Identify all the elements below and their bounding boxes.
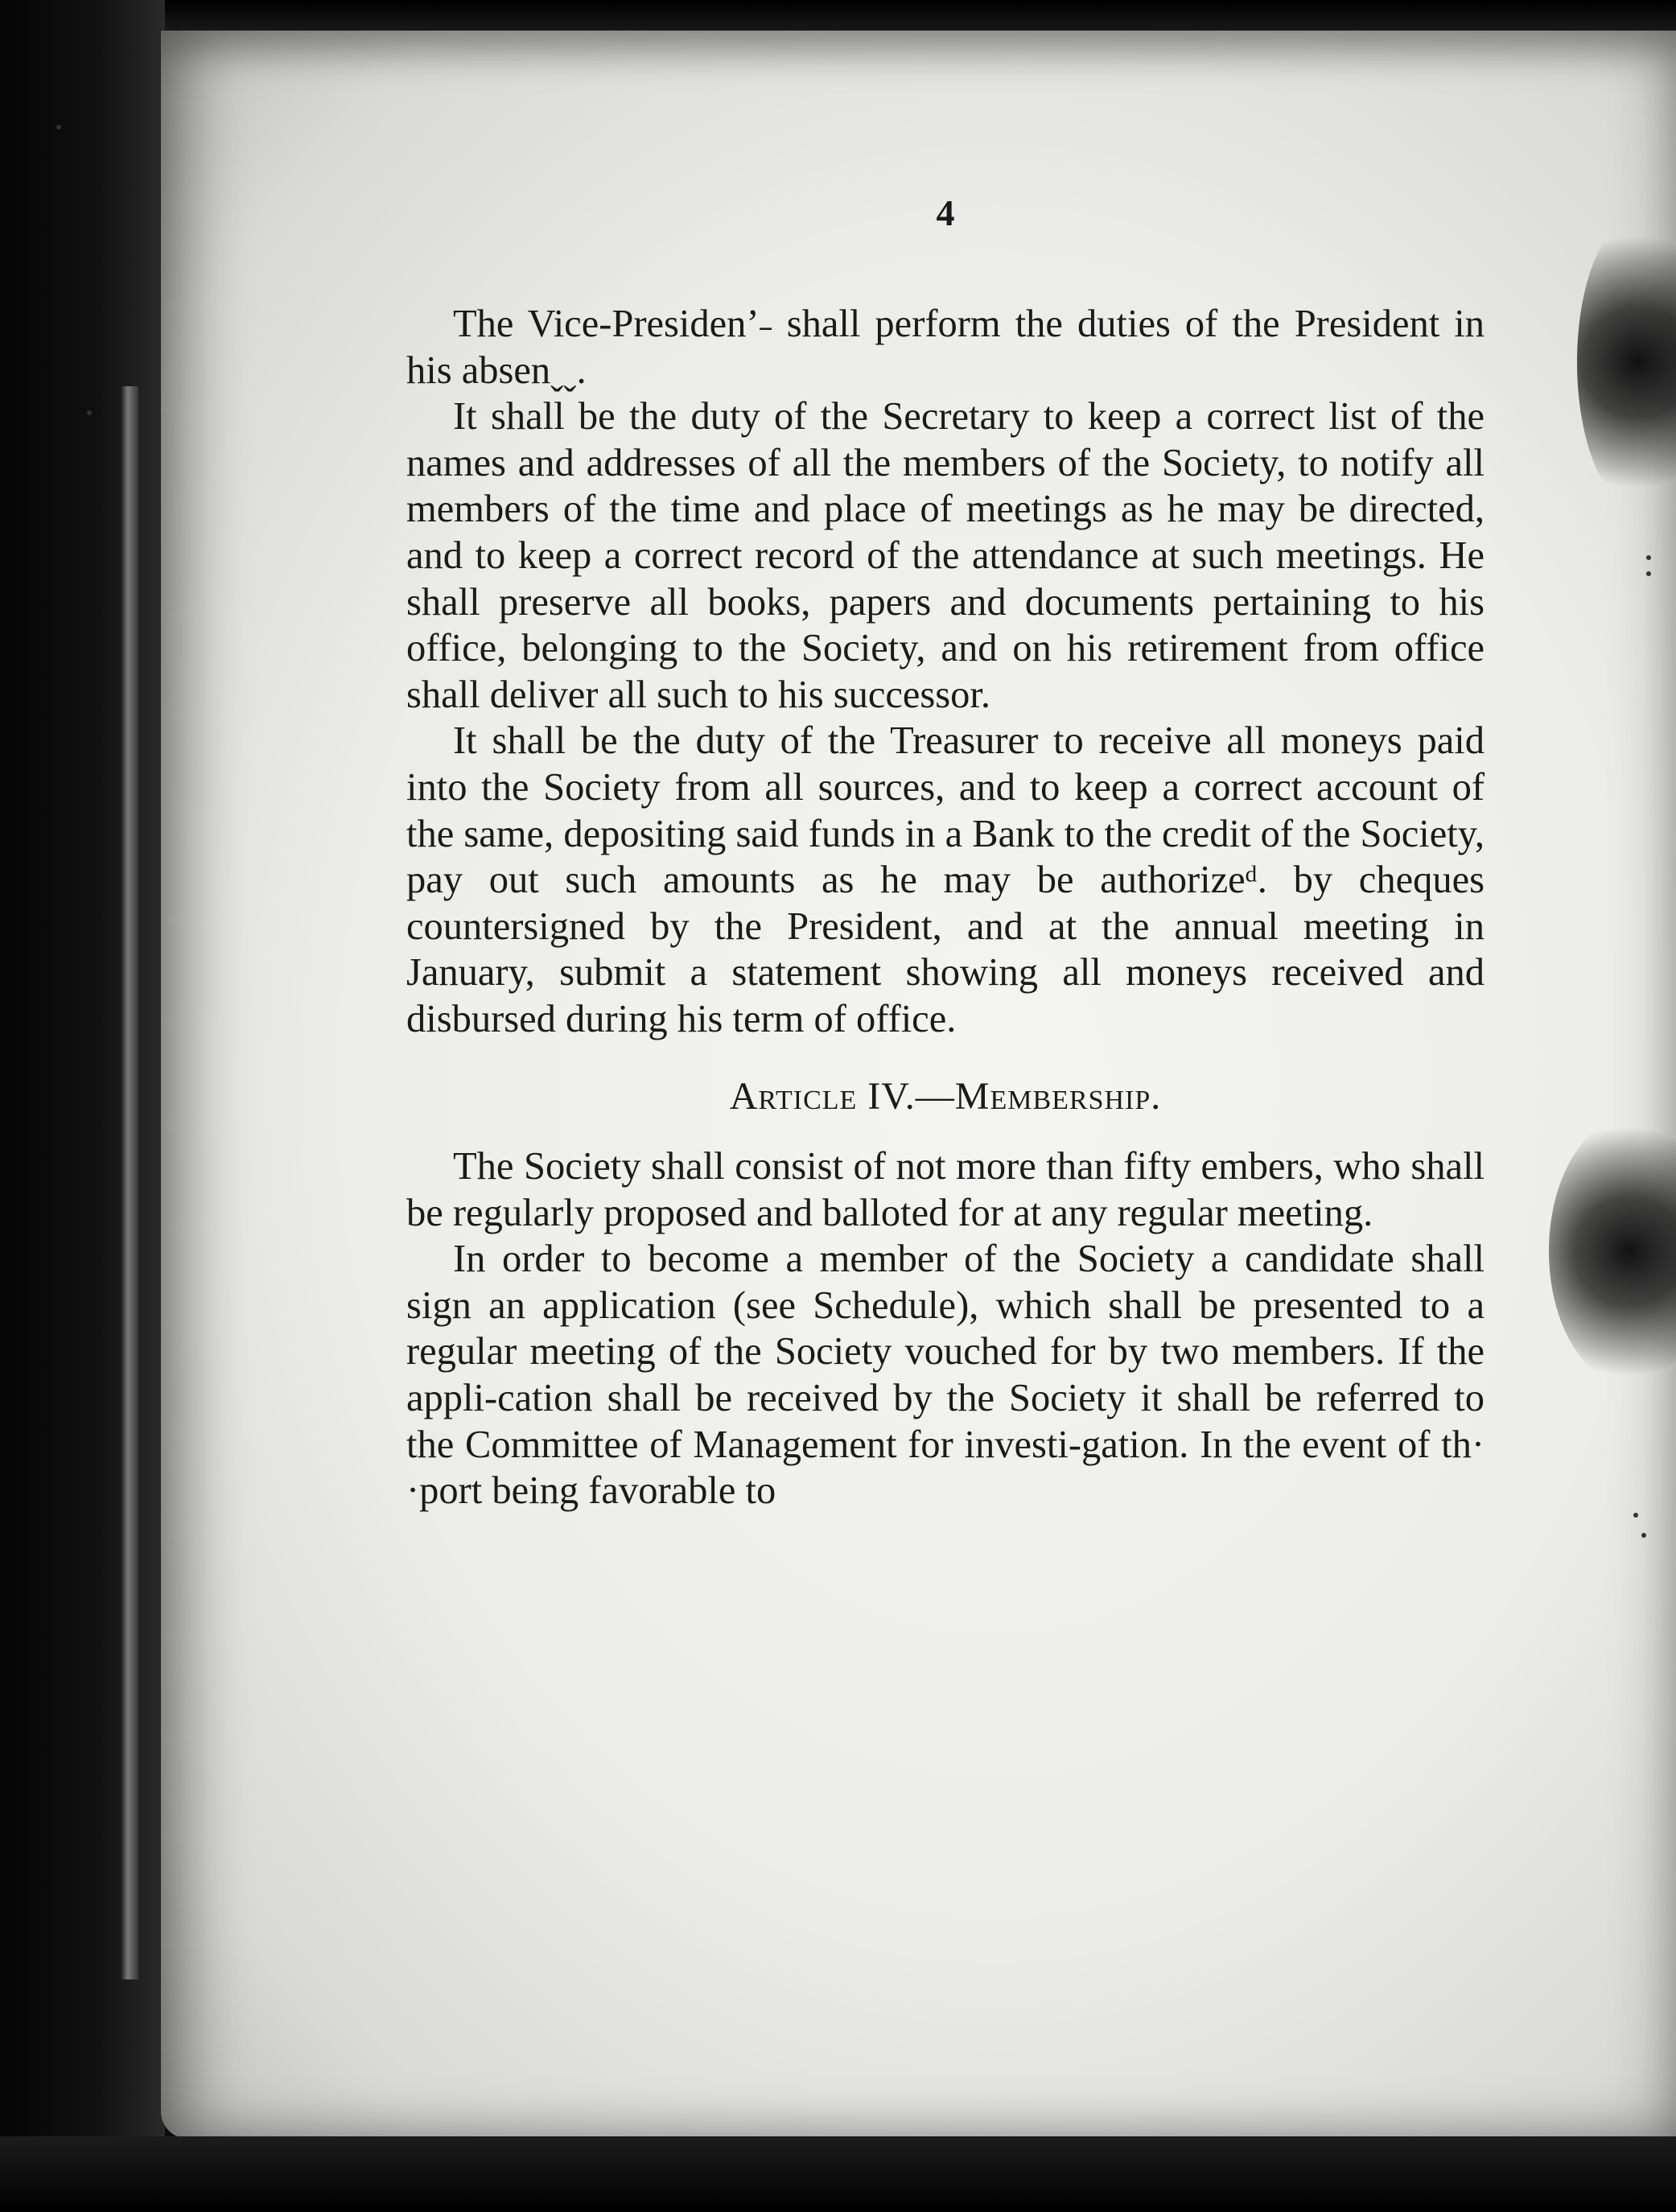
scan-bottom-border [0,2136,1676,2212]
scan-top-border [0,0,1676,34]
article-heading: Article IV.—Membership. [729,1074,1162,1118]
speck [1646,571,1651,576]
page-text [406,193,1485,1514]
paragraph-secretary: It shall be the duty of the Secretary to keep a correct list of the names and addresses of all the members of the Society, to notify all members of the time and place of meetings as he may be directed, and to keep a correct record of the attendance at such meetings. He shall preserve all books, papers and documents pertaining to his office, belonging to the Society, and on his retirement from office shall deliver all such to his successor. [406,395,1485,716]
speck [1641,1533,1646,1538]
speck [1646,555,1651,560]
speck [87,410,92,415]
speck [1633,1513,1638,1518]
page-number: 4 [936,192,955,233]
paragraph-society-size: The Society shall consist of not more than fifty embers, who shall be regularly proposed and balloted for at any regular meeting. [406,1145,1485,1234]
paragraph-vice-president: The Vice-Presidenʼ˗ shall perform the duties of the President in his absenˬˬ. [406,303,1485,392]
speck [56,125,61,130]
paragraph-application: In order to become a member of the Society a candidate shall sign an application (see Schedule), which shall be presented to a regular meeting of the Society vouched for by two members. If the appli-cation shall be received by the Society it shall be referred to the Committee of Management for investi-gation. In the event of th· ·port being favorable to [406,1238,1485,1513]
binding-edge [121,386,138,1979]
paragraph-treasurer: It shall be the duty of the Treasurer to receive all moneys paid into the Society from all sources, and to keep a correct account of the same, depositing said funds in a Bank to the credit of the Society, pay out such amounts as he may be authorizeᵈ. by cheques countersigned by the President, and at the annual meeting in January, submit a statement showing all moneys received and disbursed during his term of office. [406,719,1485,1040]
scan-left-border [0,0,165,2212]
